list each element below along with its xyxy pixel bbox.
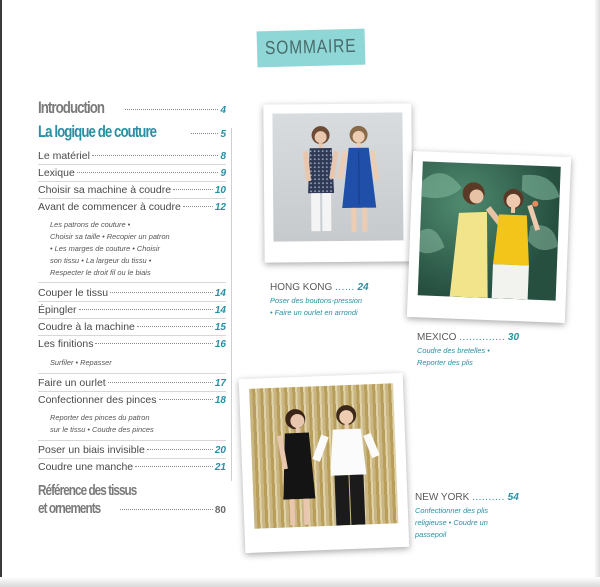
dot-leader: [137, 326, 213, 327]
toc-entry-references[interactable]: [38, 482, 226, 517]
divider: [38, 440, 226, 441]
toc-label: Choisir sa machine à coudre: [38, 184, 172, 196]
toc-label: Épingler: [38, 304, 77, 316]
toc-entry[interactable]: [38, 444, 226, 456]
two-women-illustration: [418, 161, 561, 300]
caption-mexico-title: [417, 332, 519, 343]
toc-label: Poser un biais invisible: [38, 444, 145, 456]
toc-entry-references-line2: [38, 500, 226, 517]
toc-label: Coudre à la machine: [38, 321, 135, 333]
toc-entry-couture[interactable]: [38, 122, 226, 142]
toc-page: 15: [214, 322, 226, 333]
toc-entry[interactable]: [38, 201, 226, 213]
toc-page: 4: [220, 105, 226, 116]
photo-new-york-image: [249, 383, 398, 528]
subtopic-line: Reporter des pinces du patron: [50, 413, 150, 422]
photo-new-york: [239, 373, 410, 553]
toc-page: 8: [220, 151, 226, 162]
divider: [38, 301, 226, 302]
caption-line: Reporter des plis: [417, 358, 473, 367]
caption-hong-kong-details: [270, 295, 362, 319]
caption-new-york-details: [415, 505, 488, 541]
caption-mexico-details: [417, 345, 490, 369]
dot-leader: [183, 206, 213, 207]
toc-page: 10: [214, 185, 226, 196]
caption-title: NEW YORK: [415, 492, 470, 503]
toc-entry[interactable]: [38, 304, 226, 316]
dot-leader: [92, 155, 218, 156]
dot-leader: [147, 449, 213, 450]
toc-label: Le matériel: [38, 150, 90, 162]
dot-leader: ..........: [472, 492, 505, 503]
toc-page: 16: [214, 339, 226, 350]
page-title: SOMMAIRE: [265, 35, 357, 60]
dot-leader: [191, 133, 218, 134]
divider: [38, 458, 226, 459]
dot-leader: ......: [335, 282, 355, 293]
toc-entry[interactable]: [38, 461, 226, 473]
caption-page: 30: [507, 332, 520, 343]
toc-label: Coudre une manche: [38, 461, 134, 473]
toc-label: Couper le tissu: [38, 287, 109, 299]
toc-page: 21: [214, 462, 226, 473]
dot-leader: [135, 466, 213, 467]
title-banner: [257, 29, 366, 68]
page-bottom-edge: [0, 577, 600, 587]
toc-label: Avant de commencer à coudre: [38, 201, 181, 213]
subtopic-line: • Les marges de couture • Choisir: [50, 244, 160, 253]
photo-mexico: [407, 151, 571, 323]
two-women-illustration: [272, 112, 403, 241]
toc-page: 5: [220, 129, 226, 140]
toc-page: 14: [214, 288, 226, 299]
subtopic-line: sur le tissu • Coudre des pinces: [50, 425, 154, 434]
toc-label: Faire un ourlet: [38, 377, 106, 389]
photo-mexico-image: [418, 161, 561, 300]
toc-page: 12: [214, 202, 226, 213]
caption-page: 54: [507, 492, 519, 503]
toc-label: La logique de couture: [38, 122, 157, 141]
divider: [38, 373, 226, 374]
toc-page: 18: [214, 395, 226, 406]
toc-label: Les finitions: [38, 338, 94, 350]
two-women-illustration: [249, 383, 398, 528]
toc-subtopics: [50, 357, 225, 369]
dot-leader: [120, 509, 213, 510]
subtopic-line: Surfiler • Repasser: [50, 358, 112, 367]
toc-entry[interactable]: [38, 321, 226, 333]
caption-line: passepoil: [415, 530, 447, 539]
toc-label: Référence des tissus: [38, 482, 137, 499]
toc-entry[interactable]: [38, 394, 226, 406]
dot-leader: [110, 292, 213, 293]
toc-label: et ornements: [38, 500, 101, 517]
caption-line: Poser des boutons-pression: [270, 296, 363, 305]
divider: [38, 318, 226, 319]
dot-leader: [173, 189, 213, 190]
dot-leader: [108, 382, 213, 383]
toc-entry-introduction[interactable]: [38, 98, 226, 118]
caption-title: MEXICO: [417, 332, 457, 343]
photo-hong-kong: [263, 103, 412, 262]
toc-entry[interactable]: [38, 377, 226, 389]
toc-entry[interactable]: [38, 167, 226, 179]
caption-page: 24: [357, 282, 369, 293]
toc-page: 80: [214, 505, 226, 516]
toc-page: 14: [214, 305, 226, 316]
caption-hong-kong-title: [270, 282, 369, 293]
caption-new-york-title: [415, 492, 519, 503]
subtopic-line: Les patrons de couture •: [50, 220, 131, 229]
caption-title: HONG KONG: [270, 282, 333, 293]
toc-subtopics: [50, 412, 225, 436]
divider: [38, 391, 226, 392]
toc-page: 17: [214, 378, 226, 389]
dot-leader: ..............: [459, 332, 506, 343]
dot-leader: [125, 109, 219, 110]
caption-line: religieuse • Coudre un: [415, 518, 488, 527]
dot-leader: [95, 343, 212, 344]
dot-leader: [79, 309, 213, 310]
divider: [38, 181, 226, 182]
column-divider: [231, 128, 232, 481]
toc-page: 9: [220, 168, 226, 179]
dot-leader: [77, 172, 219, 173]
toc-page: 20: [214, 445, 226, 456]
caption-line: Coudre des bretelles •: [417, 346, 490, 355]
toc-entry[interactable]: [38, 287, 226, 299]
divider: [38, 282, 226, 283]
caption-line: Confectionner des plis: [415, 506, 489, 515]
toc-entry[interactable]: [38, 338, 226, 350]
divider: [38, 164, 226, 165]
subtopic-line: son tissu • La largeur du tissu •: [50, 256, 152, 265]
toc-subtopics: [50, 219, 225, 279]
photo-hong-kong-image: [272, 112, 403, 241]
toc-label: Confectionner des pinces: [38, 394, 157, 406]
toc-entry[interactable]: [38, 184, 226, 196]
caption-line: • Faire un ourlet en arrondi: [270, 308, 358, 317]
subtopic-line: Respecter le droit fil ou le biais: [50, 268, 151, 277]
subtopic-line: Choisir sa taille • Recopier un patron: [50, 232, 170, 241]
toc-label: Introduction: [38, 98, 105, 117]
dot-leader: [159, 399, 213, 400]
divider: [38, 198, 226, 199]
page-right-edge: [594, 0, 600, 587]
page-left-edge: [0, 0, 2, 587]
divider: [38, 335, 226, 336]
toc-entry[interactable]: [38, 150, 226, 162]
toc-label: Lexique: [38, 167, 75, 179]
